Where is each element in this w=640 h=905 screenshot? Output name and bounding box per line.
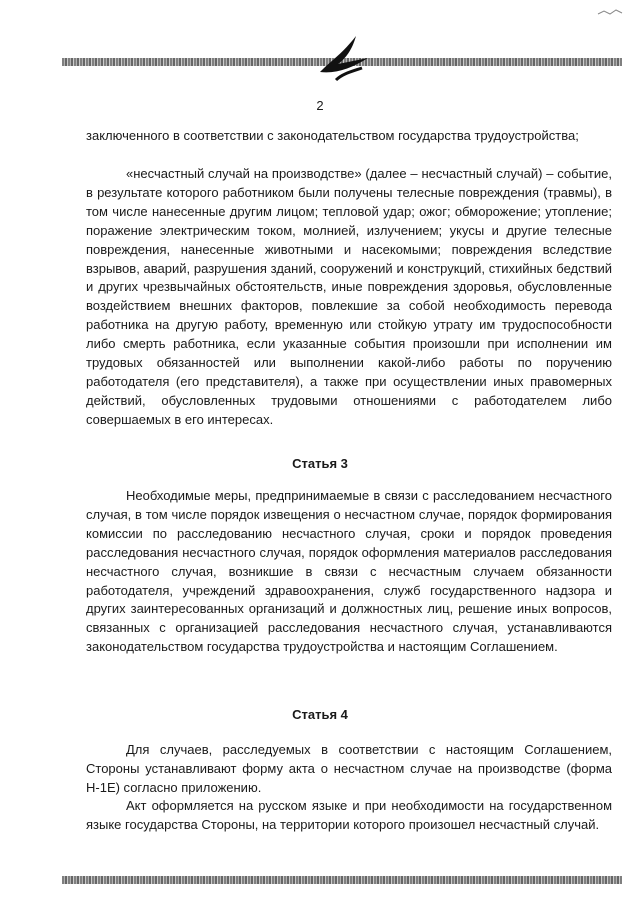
heading-article-4: Статья 4 [292, 707, 348, 722]
scan-band-bottom [62, 876, 622, 884]
heading-article-3: Статья 3 [292, 456, 348, 471]
corner-mark [596, 8, 626, 18]
paragraph-article-3: Необходимые меры, предпринимаемые в связи с расследованием несчастного случая, в том числе порядок извещения о несчастном случае, порядок формирования комиссии по расследованию несчастного случая, сроки и порядок проведения расследования несчастного случая, порядок оформления материалов расследования несчастного случая, возникшие в связи с несчастным случаем обязанности работодателя, учреждений здравоохранения, служб государственного надзора и других заинтересованных организаций и должностных лиц, решение иных вопросов, связанных с организацией расследования несчастного случая, устанавливаются законодательством государства трудоустройства и настоящим Соглашением. [86, 488, 612, 655]
emblem-logo [312, 28, 372, 88]
paragraph-continuation: заключенного в соответствии с законодательством государства трудоустройства; [86, 128, 579, 143]
page-number: 2 [316, 98, 324, 113]
paragraph-article-4-2: Акт оформляется на русском языке и при необходимости на государственном языке государства Стороны, на территории которого произошел несчастный случай. [86, 798, 612, 832]
paragraph-definition: «несчастный случай на производстве» (далее – несчастный случай) – событие, в результате которого работником были получены телесные повреждения (травмы), в том числе нанесенные другим лицом; тепловой удар; ожог; обморожение; утопление; поражение электрическим током, молнией, излучением; укусы и другие телесные повреждения, нанесенные животными и насекомыми; повреждения вследствие взрывов, аварий, разрушения зданий, сооружений и конструкций, стихийных бедствий и других чрезвычайных обстоятельств, иные повреждения здоровья, обусловленные воздействием внешних факторов, повлекшие за собой необходимость перевода работника на другую работу, временную или стойкую утрату им трудоспособности либо смерть работника, если указанные события произошли при исполнении им трудовых обязанностей или выполнении какой-либо работы по поручению работодателя (его представителя), а также при осуществлении иных правомерных действий, обусловленных трудовыми отношениями с работодателем либо совершаемых в его интересах. [86, 166, 612, 427]
paragraph-article-4-1: Для случаев, расследуемых в соответствии с настоящим Соглашением, Стороны устанавливают форму акта о несчастном случае на производстве (форма Н-1Е) согласно приложению. [86, 742, 612, 795]
